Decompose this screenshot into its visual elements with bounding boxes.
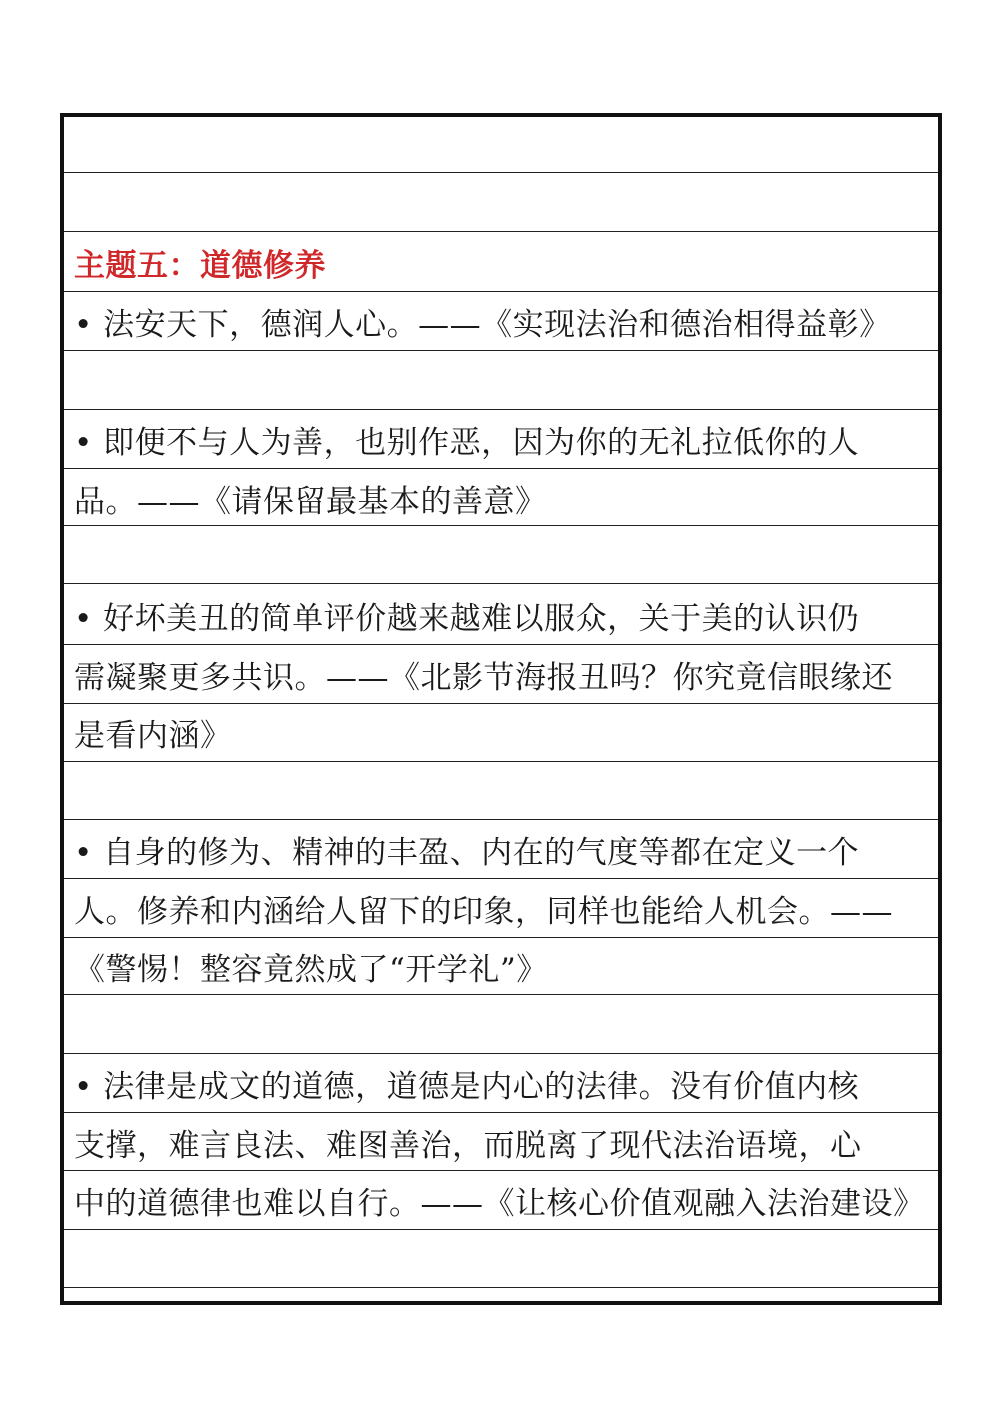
- ruled-line: [64, 819, 938, 820]
- quote-line: 中的道德律也难以自行。——《让核心价值观融入法治建设》: [74, 1186, 925, 1222]
- section-title: 主题五：道德修养: [74, 248, 326, 284]
- quote-line: • 法安天下，德润人心。——《实现法治和德治相得益彰》: [74, 307, 891, 343]
- quote-line: 人。修养和内涵给人留下的印象，同样也能给人机会。——: [74, 894, 893, 930]
- quote-line: 需凝聚更多共识。——《北影节海报丑吗？你究竟信眼缘还: [74, 660, 893, 696]
- ruled-line: [64, 761, 938, 762]
- quote-line: 是看内涵》: [74, 718, 232, 754]
- ruled-line: [64, 937, 938, 938]
- ruled-line: [64, 1112, 938, 1113]
- ruled-line: [64, 291, 938, 292]
- quote-line: • 即便不与人为善，也别作恶，因为你的无礼拉低你的人: [74, 425, 860, 461]
- quote-line: 品。——《请保留最基本的善意》: [74, 484, 547, 520]
- ruled-line: [64, 1053, 938, 1054]
- ruled-line: [64, 1287, 938, 1288]
- ruled-line: [64, 468, 938, 469]
- notebook-page: [60, 113, 942, 1305]
- ruled-line: [64, 231, 938, 232]
- quote-line: • 好坏美丑的简单评价越来越难以服众，关于美的认识仍: [74, 601, 860, 637]
- ruled-line: [64, 703, 938, 704]
- quote-line: 支撑，难言良法、难图善治，而脱离了现代法治语境，心: [74, 1128, 862, 1164]
- ruled-line: [64, 878, 938, 879]
- ruled-line: [64, 583, 938, 584]
- quote-line: • 法律是成文的道德，道德是内心的法律。没有价值内核: [74, 1069, 860, 1105]
- ruled-line: [64, 1229, 938, 1230]
- ruled-line: [64, 644, 938, 645]
- ruled-line: [64, 409, 938, 410]
- quote-line: • 自身的修为、精神的丰盈、内在的气度等都在定义一个: [74, 835, 860, 871]
- ruled-line: [64, 172, 938, 173]
- quote-line: 《警惕！整容竟然成了“开学礼”》: [74, 952, 548, 988]
- ruled-line: [64, 350, 938, 351]
